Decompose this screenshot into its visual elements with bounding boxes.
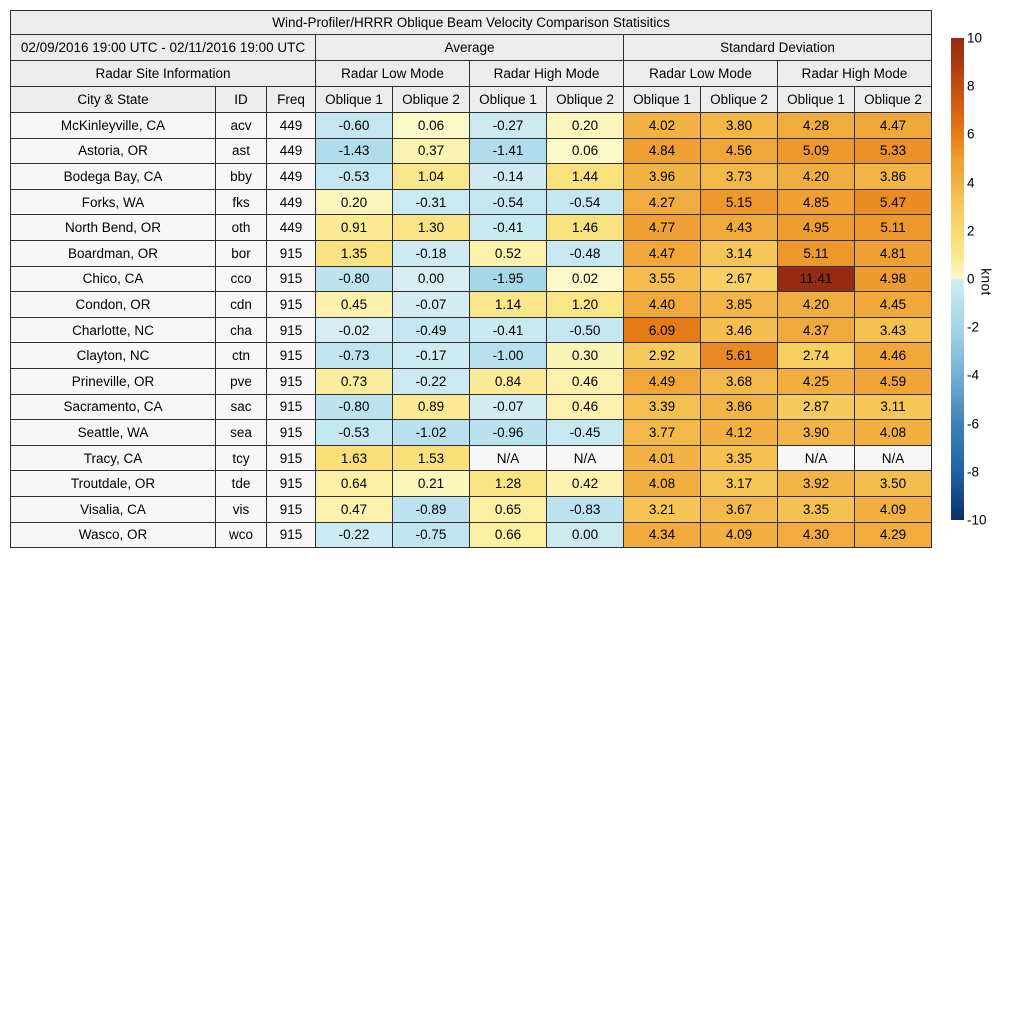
date-range: 02/09/2016 19:00 UTC - 02/11/2016 19:00 UTC bbox=[11, 35, 316, 61]
col-city-header: City & State bbox=[11, 87, 216, 113]
value-cell: 0.64 bbox=[316, 471, 393, 497]
value-cell: -0.41 bbox=[470, 317, 547, 343]
value-cell: 2.87 bbox=[778, 394, 855, 420]
col-oblique1-header: Oblique 1 bbox=[316, 87, 393, 113]
value-cell: 0.37 bbox=[393, 138, 470, 164]
value-cell: -0.14 bbox=[470, 164, 547, 190]
value-cell: -0.31 bbox=[393, 189, 470, 215]
value-cell: 0.89 bbox=[393, 394, 470, 420]
value-cell: 4.29 bbox=[855, 522, 932, 548]
col-oblique2-header: Oblique 2 bbox=[855, 87, 932, 113]
city-cell: Charlotte, NC bbox=[11, 317, 216, 343]
value-cell: 5.09 bbox=[778, 138, 855, 164]
freq-cell: 449 bbox=[267, 189, 316, 215]
value-cell: 4.84 bbox=[624, 138, 701, 164]
value-cell: 1.04 bbox=[393, 164, 470, 190]
value-cell: 0.20 bbox=[316, 189, 393, 215]
city-cell: Astoria, OR bbox=[11, 138, 216, 164]
value-cell: -0.96 bbox=[470, 420, 547, 446]
group-stddev-header: Standard Deviation bbox=[624, 35, 932, 61]
value-cell: 4.49 bbox=[624, 368, 701, 394]
value-cell: -0.02 bbox=[316, 317, 393, 343]
value-cell: 4.20 bbox=[778, 164, 855, 190]
colorbar-tick-label: 10 bbox=[967, 30, 983, 46]
value-cell: 2.92 bbox=[624, 343, 701, 369]
value-cell: 0.46 bbox=[547, 394, 624, 420]
value-cell: 3.21 bbox=[624, 496, 701, 522]
value-cell: 3.85 bbox=[701, 292, 778, 318]
id-cell: acv bbox=[216, 113, 267, 139]
value-cell: -0.50 bbox=[547, 317, 624, 343]
id-cell: ast bbox=[216, 138, 267, 164]
value-cell: -0.22 bbox=[316, 522, 393, 548]
value-cell: N/A bbox=[855, 445, 932, 471]
city-cell: Wasco, OR bbox=[11, 522, 216, 548]
value-cell: 4.30 bbox=[778, 522, 855, 548]
city-cell: McKinleyville, CA bbox=[11, 113, 216, 139]
colorbar-tick-label: -8 bbox=[967, 464, 980, 480]
value-cell: -0.07 bbox=[470, 394, 547, 420]
value-cell: 4.43 bbox=[701, 215, 778, 241]
group-average-header: Average bbox=[316, 35, 624, 61]
value-cell: 3.68 bbox=[701, 368, 778, 394]
value-cell: N/A bbox=[470, 445, 547, 471]
value-cell: 0.02 bbox=[547, 266, 624, 292]
value-cell: 3.67 bbox=[701, 496, 778, 522]
city-cell: Visalia, CA bbox=[11, 496, 216, 522]
table-row bbox=[11, 343, 932, 369]
freq-cell: 915 bbox=[267, 292, 316, 318]
id-cell: sac bbox=[216, 394, 267, 420]
city-cell: Prineville, OR bbox=[11, 368, 216, 394]
title-row bbox=[11, 11, 932, 35]
value-cell: 4.40 bbox=[624, 292, 701, 318]
id-cell: tcy bbox=[216, 445, 267, 471]
avg-low-mode-header: Radar Low Mode bbox=[316, 61, 470, 87]
table-row bbox=[11, 113, 932, 139]
table-row bbox=[11, 471, 932, 497]
value-cell: 4.98 bbox=[855, 266, 932, 292]
value-cell: 3.55 bbox=[624, 266, 701, 292]
colorbar-tick-label: -6 bbox=[967, 416, 980, 432]
city-cell: Condon, OR bbox=[11, 292, 216, 318]
value-cell: 0.21 bbox=[393, 471, 470, 497]
value-cell: 3.17 bbox=[701, 471, 778, 497]
city-cell: Troutdale, OR bbox=[11, 471, 216, 497]
value-cell: 4.12 bbox=[701, 420, 778, 446]
col-oblique1-header: Oblique 1 bbox=[778, 87, 855, 113]
table-row bbox=[11, 496, 932, 522]
value-cell: -0.48 bbox=[547, 240, 624, 266]
value-cell: N/A bbox=[778, 445, 855, 471]
value-cell: 4.08 bbox=[855, 420, 932, 446]
colorbar-tick-label: 2 bbox=[967, 223, 975, 239]
col-freq-header: Freq bbox=[267, 87, 316, 113]
value-cell: 3.14 bbox=[701, 240, 778, 266]
value-cell: -0.53 bbox=[316, 420, 393, 446]
value-cell: 4.09 bbox=[855, 496, 932, 522]
colorbar-tick-label: 4 bbox=[967, 175, 975, 191]
col-oblique2-header: Oblique 2 bbox=[701, 87, 778, 113]
colorbar-tick-label: -2 bbox=[967, 319, 980, 335]
value-cell: 5.47 bbox=[855, 189, 932, 215]
value-cell: 2.67 bbox=[701, 266, 778, 292]
city-cell: Boardman, OR bbox=[11, 240, 216, 266]
id-cell: bby bbox=[216, 164, 267, 190]
freq-cell: 915 bbox=[267, 522, 316, 548]
value-cell: -0.83 bbox=[547, 496, 624, 522]
id-cell: bor bbox=[216, 240, 267, 266]
freq-cell: 915 bbox=[267, 420, 316, 446]
value-cell: -0.53 bbox=[316, 164, 393, 190]
colorbar-tick-label: -10 bbox=[967, 512, 987, 528]
value-cell: -0.75 bbox=[393, 522, 470, 548]
value-cell: 0.30 bbox=[547, 343, 624, 369]
table-row bbox=[11, 394, 932, 420]
col-oblique1-header: Oblique 1 bbox=[624, 87, 701, 113]
value-cell: 3.96 bbox=[624, 164, 701, 190]
value-cell: 0.45 bbox=[316, 292, 393, 318]
value-cell: 3.43 bbox=[855, 317, 932, 343]
value-cell: -0.54 bbox=[547, 189, 624, 215]
column-header-row bbox=[11, 87, 932, 113]
city-cell: Bodega Bay, CA bbox=[11, 164, 216, 190]
id-cell: fks bbox=[216, 189, 267, 215]
freq-cell: 915 bbox=[267, 496, 316, 522]
city-cell: Forks, WA bbox=[11, 189, 216, 215]
freq-cell: 449 bbox=[267, 113, 316, 139]
value-cell: 4.47 bbox=[624, 240, 701, 266]
stats-table bbox=[10, 10, 932, 548]
colorbar-unit-label: knot bbox=[978, 268, 994, 296]
value-cell: 3.35 bbox=[778, 496, 855, 522]
value-cell: 3.73 bbox=[701, 164, 778, 190]
value-cell: 3.50 bbox=[855, 471, 932, 497]
value-cell: -0.80 bbox=[316, 394, 393, 420]
colorbar-tick-label: 0 bbox=[967, 271, 975, 287]
freq-cell: 915 bbox=[267, 394, 316, 420]
id-cell: pve bbox=[216, 368, 267, 394]
id-cell: cdn bbox=[216, 292, 267, 318]
value-cell: 0.91 bbox=[316, 215, 393, 241]
freq-cell: 915 bbox=[267, 317, 316, 343]
value-cell: -0.45 bbox=[547, 420, 624, 446]
value-cell: 0.65 bbox=[470, 496, 547, 522]
table-row bbox=[11, 522, 932, 548]
value-cell: 3.92 bbox=[778, 471, 855, 497]
value-cell: -0.54 bbox=[470, 189, 547, 215]
id-cell: cco bbox=[216, 266, 267, 292]
value-cell: 1.53 bbox=[393, 445, 470, 471]
value-cell: -0.89 bbox=[393, 496, 470, 522]
value-cell: 3.86 bbox=[701, 394, 778, 420]
value-cell: 4.02 bbox=[624, 113, 701, 139]
table-row bbox=[11, 189, 932, 215]
value-cell: 5.11 bbox=[855, 215, 932, 241]
table-row bbox=[11, 240, 932, 266]
table-title: Wind-Profiler/HRRR Oblique Beam Velocity Comparison Statisitics bbox=[11, 11, 932, 35]
value-cell: 0.73 bbox=[316, 368, 393, 394]
value-cell: 0.00 bbox=[393, 266, 470, 292]
group-header-row bbox=[11, 35, 932, 61]
id-cell: vis bbox=[216, 496, 267, 522]
value-cell: 4.20 bbox=[778, 292, 855, 318]
id-cell: sea bbox=[216, 420, 267, 446]
mode-header-row bbox=[11, 61, 932, 87]
value-cell: 1.20 bbox=[547, 292, 624, 318]
freq-cell: 915 bbox=[267, 240, 316, 266]
col-id-header: ID bbox=[216, 87, 267, 113]
value-cell: 3.46 bbox=[701, 317, 778, 343]
value-cell: -0.17 bbox=[393, 343, 470, 369]
value-cell: 4.37 bbox=[778, 317, 855, 343]
city-cell: Seattle, WA bbox=[11, 420, 216, 446]
col-oblique1-header: Oblique 1 bbox=[470, 87, 547, 113]
value-cell: 3.39 bbox=[624, 394, 701, 420]
value-cell: -0.27 bbox=[470, 113, 547, 139]
id-cell: tde bbox=[216, 471, 267, 497]
site-info-header: Radar Site Information bbox=[11, 61, 316, 87]
value-cell: 4.01 bbox=[624, 445, 701, 471]
table-row bbox=[11, 138, 932, 164]
city-cell: Chico, CA bbox=[11, 266, 216, 292]
value-cell: 1.30 bbox=[393, 215, 470, 241]
value-cell: 1.44 bbox=[547, 164, 624, 190]
table-row bbox=[11, 164, 932, 190]
table-row bbox=[11, 215, 932, 241]
city-cell: Tracy, CA bbox=[11, 445, 216, 471]
value-cell: 5.15 bbox=[701, 189, 778, 215]
value-cell: -0.18 bbox=[393, 240, 470, 266]
value-cell: 0.52 bbox=[470, 240, 547, 266]
value-cell: 4.27 bbox=[624, 189, 701, 215]
freq-cell: 449 bbox=[267, 164, 316, 190]
value-cell: 4.59 bbox=[855, 368, 932, 394]
table-row bbox=[11, 317, 932, 343]
id-cell: ctn bbox=[216, 343, 267, 369]
value-cell: 3.86 bbox=[855, 164, 932, 190]
value-cell: 0.06 bbox=[547, 138, 624, 164]
table-row bbox=[11, 368, 932, 394]
value-cell: 4.77 bbox=[624, 215, 701, 241]
value-cell: -1.41 bbox=[470, 138, 547, 164]
value-cell: -0.49 bbox=[393, 317, 470, 343]
value-cell: 4.85 bbox=[778, 189, 855, 215]
value-cell: 1.28 bbox=[470, 471, 547, 497]
value-cell: 11.41 bbox=[778, 266, 855, 292]
freq-cell: 915 bbox=[267, 471, 316, 497]
value-cell: 0.20 bbox=[547, 113, 624, 139]
sd-low-mode-header: Radar Low Mode bbox=[624, 61, 778, 87]
value-cell: -0.73 bbox=[316, 343, 393, 369]
colorbar-tick-label: -4 bbox=[967, 367, 980, 383]
id-cell: cha bbox=[216, 317, 267, 343]
value-cell: 0.47 bbox=[316, 496, 393, 522]
value-cell: 5.11 bbox=[778, 240, 855, 266]
value-cell: -1.00 bbox=[470, 343, 547, 369]
value-cell: 1.63 bbox=[316, 445, 393, 471]
value-cell: 4.25 bbox=[778, 368, 855, 394]
value-cell: 3.35 bbox=[701, 445, 778, 471]
id-cell: oth bbox=[216, 215, 267, 241]
table-row bbox=[11, 420, 932, 446]
value-cell: 4.34 bbox=[624, 522, 701, 548]
value-cell: 4.47 bbox=[855, 113, 932, 139]
avg-high-mode-header: Radar High Mode bbox=[470, 61, 624, 87]
freq-cell: 449 bbox=[267, 138, 316, 164]
value-cell: 0.00 bbox=[547, 522, 624, 548]
value-cell: -0.07 bbox=[393, 292, 470, 318]
colorbar bbox=[951, 38, 964, 520]
freq-cell: 915 bbox=[267, 445, 316, 471]
table-row bbox=[11, 292, 932, 318]
value-cell: -0.22 bbox=[393, 368, 470, 394]
value-cell: 4.45 bbox=[855, 292, 932, 318]
table-row bbox=[11, 266, 932, 292]
value-cell: -1.43 bbox=[316, 138, 393, 164]
table-row bbox=[11, 445, 932, 471]
city-cell: Clayton, NC bbox=[11, 343, 216, 369]
city-cell: Sacramento, CA bbox=[11, 394, 216, 420]
value-cell: 5.61 bbox=[701, 343, 778, 369]
freq-cell: 915 bbox=[267, 368, 316, 394]
value-cell: N/A bbox=[547, 445, 624, 471]
colorbar-tick-label: 6 bbox=[967, 126, 975, 142]
value-cell: -0.41 bbox=[470, 215, 547, 241]
col-oblique2-header: Oblique 2 bbox=[393, 87, 470, 113]
value-cell: 1.46 bbox=[547, 215, 624, 241]
value-cell: 4.95 bbox=[778, 215, 855, 241]
value-cell: 4.81 bbox=[855, 240, 932, 266]
value-cell: 0.84 bbox=[470, 368, 547, 394]
value-cell: 1.35 bbox=[316, 240, 393, 266]
value-cell: -0.80 bbox=[316, 266, 393, 292]
freq-cell: 449 bbox=[267, 215, 316, 241]
value-cell: 4.08 bbox=[624, 471, 701, 497]
value-cell: 0.46 bbox=[547, 368, 624, 394]
city-cell: North Bend, OR bbox=[11, 215, 216, 241]
value-cell: 4.46 bbox=[855, 343, 932, 369]
value-cell: 2.74 bbox=[778, 343, 855, 369]
value-cell: -1.02 bbox=[393, 420, 470, 446]
value-cell: 0.06 bbox=[393, 113, 470, 139]
value-cell: 4.28 bbox=[778, 113, 855, 139]
freq-cell: 915 bbox=[267, 343, 316, 369]
value-cell: 4.09 bbox=[701, 522, 778, 548]
freq-cell: 915 bbox=[267, 266, 316, 292]
value-cell: 0.42 bbox=[547, 471, 624, 497]
value-cell: 5.33 bbox=[855, 138, 932, 164]
value-cell: 1.14 bbox=[470, 292, 547, 318]
value-cell: 3.11 bbox=[855, 394, 932, 420]
value-cell: 6.09 bbox=[624, 317, 701, 343]
value-cell: 4.56 bbox=[701, 138, 778, 164]
value-cell: 3.77 bbox=[624, 420, 701, 446]
value-cell: 0.66 bbox=[470, 522, 547, 548]
value-cell: -0.60 bbox=[316, 113, 393, 139]
value-cell: 3.90 bbox=[778, 420, 855, 446]
colorbar-tick-label: 8 bbox=[967, 78, 975, 94]
col-oblique2-header: Oblique 2 bbox=[547, 87, 624, 113]
value-cell: 3.80 bbox=[701, 113, 778, 139]
value-cell: -1.95 bbox=[470, 266, 547, 292]
id-cell: wco bbox=[216, 522, 267, 548]
sd-high-mode-header: Radar High Mode bbox=[778, 61, 932, 87]
